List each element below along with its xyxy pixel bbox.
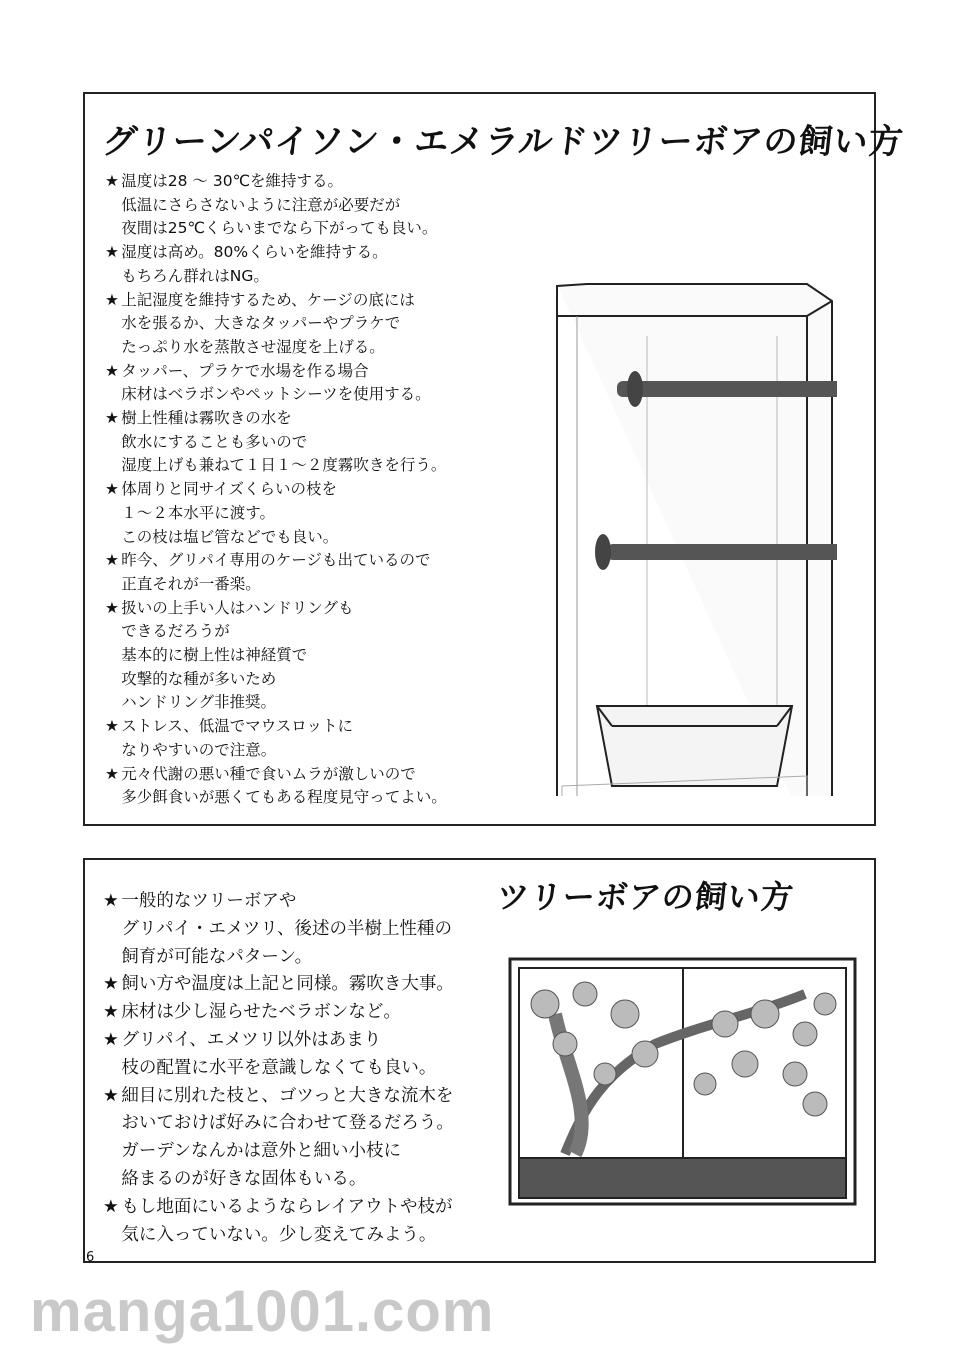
list-item-text: 温度は28 ～ 30℃を維持する。 (121, 172, 343, 190)
list-item (103, 1083, 454, 1111)
list-item (105, 289, 447, 313)
star-bullet-icon: ★ (105, 717, 119, 736)
list-item (103, 1222, 454, 1250)
list-item-text: なりやすいので注意。 (121, 740, 277, 759)
star-bullet-icon: ★ (103, 1029, 119, 1050)
list-item-text: 夜間は25℃くらいまでなら下がっても良い。 (121, 219, 438, 238)
list-item-text: 枝の配置に水平を意識しなくても良い。 (121, 1057, 437, 1078)
list-item-text: 正直それが一番楽。 (121, 574, 261, 593)
star-bullet-icon: ★ (105, 361, 119, 380)
list-item (105, 383, 447, 407)
list-item-text: 飼育が可能なパターン。 (121, 946, 313, 967)
list-item (105, 715, 447, 739)
list-item (103, 1110, 454, 1138)
list-item (105, 194, 447, 218)
page-number: 6 (86, 1250, 95, 1265)
list-item (105, 312, 447, 336)
star-bullet-icon: ★ (105, 243, 119, 262)
list-item-text: １～２本水平に渡す。 (121, 503, 276, 522)
list-item (105, 549, 447, 573)
list-item-text: この枝は塩ビ管などでも良い。 (121, 527, 339, 546)
list-item-text: 多少餌食いが悪くてもある程度見守ってよい。 (121, 788, 447, 807)
list-item-text: 床材は少し湿らせたベラボンなど。 (121, 1002, 401, 1023)
list-item (103, 1194, 454, 1222)
star-bullet-icon: ★ (105, 598, 119, 617)
list-item (105, 526, 447, 550)
list-item-text: 基本的に樹上性は神経質で (121, 646, 308, 665)
list-item (105, 407, 447, 431)
list-item (103, 1055, 454, 1083)
list-item-text: 体周りと同サイズくらいの枝を (121, 480, 338, 499)
list-item-text: 湿度は高め。80%くらいを維持する。 (121, 243, 388, 262)
list-item-text: 気に入っていない。少し変えてみよう。 (121, 1224, 437, 1245)
list-item-text: 攻撃的な種が多いため (121, 669, 277, 688)
list-item-text: 水を張るか、大きなタッパーやプラケで (121, 314, 401, 333)
list-item-text: 扱いの上手い人はハンドリングも (121, 598, 354, 617)
panel-title: ツリーボアの飼い方 (494, 878, 796, 916)
star-bullet-icon: ★ (103, 1085, 119, 1106)
list-item (105, 668, 447, 692)
panel-title: グリーンパイソン・エメラルドツリーボアの飼い方 (100, 122, 906, 162)
star-bullet-icon: ★ (103, 1196, 119, 1217)
star-bullet-icon: ★ (103, 974, 119, 995)
list-item-text: 湿度上げも兼ねて１日１～２度霧吹きを行う。 (121, 456, 447, 475)
list-item (103, 1138, 454, 1166)
list-item-text: 絡まるのが好きな固体もいる。 (121, 1168, 367, 1189)
list-item (103, 999, 454, 1027)
list-item-text: タッパー、プラケで水場を作る場合 (121, 361, 369, 380)
list-item-text: もちろん群れはNG。 (121, 266, 269, 285)
list-item (105, 360, 447, 384)
list-item-text: もし地面にいるようならレイアウトや枝が (121, 1196, 453, 1217)
list-item (105, 431, 447, 455)
list-item (105, 478, 447, 502)
panel-tree-boa-care (83, 858, 876, 1263)
list-item (105, 170, 447, 194)
list-item (105, 620, 447, 644)
star-bullet-icon: ★ (105, 409, 119, 428)
list-item-text: 樹上性種は霧吹きの水を (121, 409, 292, 428)
list-item-text: 上記湿度を維持するため、ケージの底には (121, 290, 415, 309)
list-item (105, 217, 447, 241)
star-bullet-icon: ★ (105, 172, 119, 190)
list-item-text: 飲水にすることも多いので (121, 432, 308, 451)
list-item (103, 971, 454, 999)
list-item-text: 一般的なツリーボアや (121, 891, 297, 911)
list-item (105, 739, 447, 763)
list-item-text: ストレス、低温でマウスロットに (121, 717, 353, 736)
list-item (105, 241, 447, 265)
list-item (105, 265, 447, 289)
list-item-text: グリパイ・エメツリ、後述の半樹上性種の (121, 918, 452, 939)
list-item-text: ガーデンなんかは意外と細い小枝に (121, 1141, 402, 1162)
list-item (105, 763, 447, 787)
list-item-text: 飼い方や温度は上記と同様。霧吹き大事。 (121, 974, 454, 995)
list-item-text: できるだろうが (121, 622, 230, 641)
list-item (103, 888, 454, 916)
list-item (103, 1027, 454, 1055)
terrarium-illustration (505, 954, 865, 1224)
list-item-text: 細目に別れた枝と、ゴツっと大きな流木を (121, 1085, 454, 1106)
list-item-text: グリパイ、エメツリ以外はあまり (121, 1029, 382, 1050)
star-bullet-icon: ★ (105, 480, 119, 499)
list-item (105, 644, 447, 668)
star-bullet-icon: ★ (103, 891, 119, 911)
list-item (105, 786, 447, 810)
list-item (105, 454, 447, 478)
list-item (103, 944, 454, 972)
star-bullet-icon: ★ (103, 1002, 119, 1023)
list-item-text: 低温にさらさないように注意が必要だが (121, 195, 401, 214)
list-item-text: ハンドリング非推奨。 (121, 693, 276, 712)
star-bullet-icon: ★ (105, 290, 119, 309)
list-item-text: たっぷり水を蒸散させ湿度を上げる。 (121, 337, 385, 356)
list-item (105, 573, 447, 597)
star-bullet-icon: ★ (105, 764, 119, 783)
list-item-text: 床材はベラボンやペットシーツを使用する。 (121, 385, 431, 404)
list-item-text: 元々代謝の悪い種で食いムラが激しいので (121, 764, 416, 783)
care-notes-list (105, 170, 447, 810)
star-bullet-icon: ★ (105, 551, 119, 570)
watermark: manga1001.com (30, 1279, 495, 1344)
care-notes-list (103, 888, 454, 1249)
vertical-cage-illustration (477, 186, 837, 796)
list-item (105, 336, 447, 360)
list-item (103, 916, 454, 944)
panel-green-python-care (83, 92, 906, 826)
list-item-text: 昨今、グリパイ専用のケージも出ているので (121, 551, 431, 570)
list-item-text: おいておけば好みに合わせて登るだろう。 (121, 1113, 454, 1134)
list-item (105, 691, 447, 715)
list-item (105, 597, 447, 621)
list-item (105, 502, 447, 526)
list-item (103, 1166, 454, 1194)
